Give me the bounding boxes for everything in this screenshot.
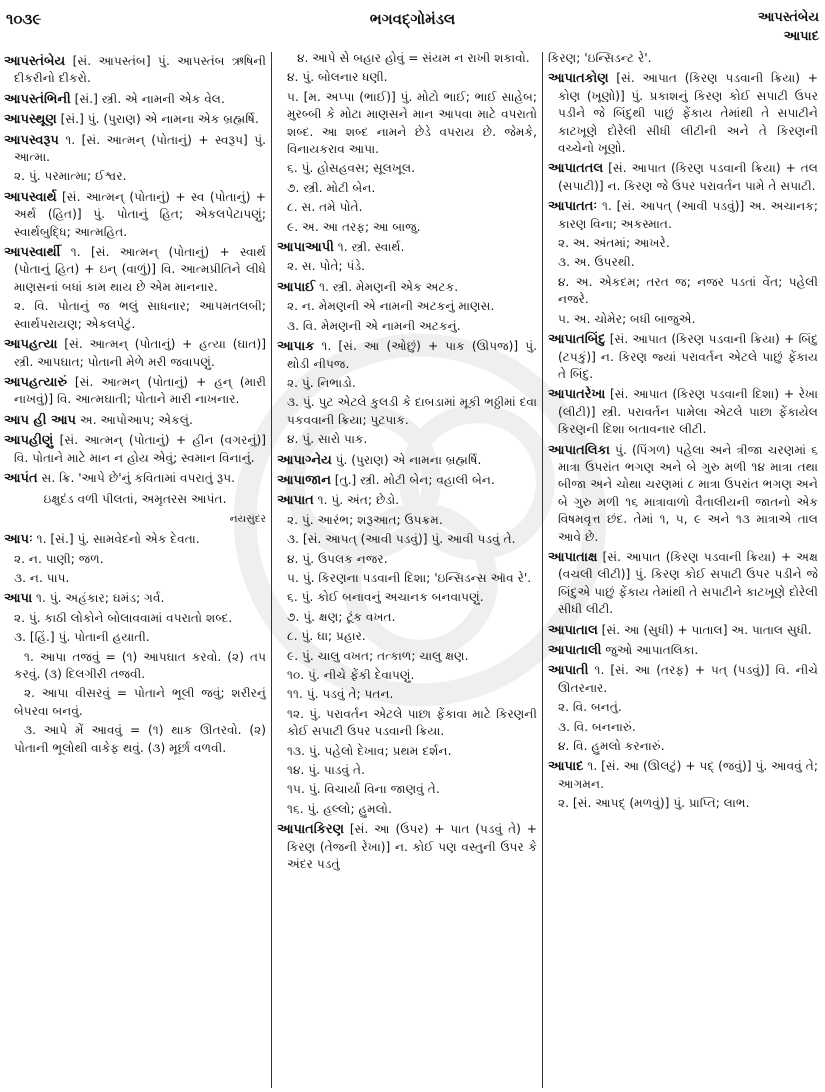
dictionary-entry (548, 70, 818, 157)
dictionary-entry (548, 442, 818, 546)
dictionary-entry (4, 132, 266, 167)
entry-text: પું. (પુરાણ) એ નામના બ્રહ્મર્ષિ. (331, 452, 482, 467)
entry-sense (277, 50, 537, 67)
dictionary-entry (548, 622, 818, 639)
headword: આપ હી આપ (4, 412, 76, 428)
entry-text: ૧૨. પું. પરાવર્તન એટલે પાછા ફેંકાવા માટે કિરણની કોઈ સપાટી ઉપર પડવાની ક્રિયા. (287, 706, 537, 739)
dictionary-entry (277, 821, 537, 873)
entry-text: ૩. [સં. આપત્ (આવી પડવું)] પું. આવી પડવું તે. (287, 532, 516, 547)
headword: આપાજાન (277, 472, 331, 488)
entry-text: ૪. અ. એકદમ; તરત જ; નજર પડતાં વેંત; પહેલી નજરે. (558, 274, 818, 307)
entry-text: ૧૬. પું. હલ્લો; હુમલો. (287, 801, 392, 816)
entry-text: ૧૦. પું. નીચે ફેંકી દેવાપણું. (287, 668, 415, 682)
entry-text: ૧. [સં. આપત્ (આવી પડવું)] અ. અચાનક; કારણ વિના; અકસ્માત. (558, 199, 818, 231)
entry-text: ૨. પું. આરંભ; શરૂઆત; ઉપક્રમ. (287, 512, 443, 527)
entry-text: ૪. આપે સે બહાર હોવું = સંયમ ન રાખી શકાવો. (297, 51, 530, 65)
entry-sense (548, 699, 818, 716)
headword: આપાતી (548, 663, 589, 679)
dictionary-entry (4, 91, 266, 108)
entry-text: [સં. આ (સુધી) + પાતાલ] અ. પાતાલ સુધી. (597, 622, 812, 637)
headword: આપાતતલ (548, 161, 604, 177)
entry-sense (277, 531, 537, 548)
entry-sense (4, 649, 266, 684)
entry-text: ૧૫. પું. વિચાર્યા વિના જાણવું તે. (287, 782, 440, 797)
entry-text: ૭. પું. ક્ષણ; ટૂંક વખત. (287, 609, 396, 624)
entry-text: ૬. પું. હોસહવસ; સૂલખૂલ. (287, 161, 416, 176)
quotation-attribution (4, 511, 266, 528)
headword: આપસ્વાર્થ (4, 189, 57, 205)
guide-word-first: આપસ્તંબેય (757, 10, 819, 25)
entry-sense (277, 394, 537, 429)
headword: આપસ્તંબેય (4, 54, 66, 69)
entry-sense (4, 551, 266, 568)
entry-text: ૨. સ. પોતે; પંડે. (287, 259, 366, 274)
dictionary-entry (548, 331, 818, 383)
entry-text: [સં. આપાત (કિરણ પડવાની ક્રિયા) + બિંદુ (ટપકું)] ન. કિરણ જ્યાં પરાવર્તન એટલે પાછું ફેંકાય તે બિંદુ. (558, 332, 818, 381)
entry-text: ૮. સ. તમે પોતે. (287, 200, 363, 215)
headword: આપાતબિંદુ (548, 332, 606, 348)
dictionary-entry (4, 53, 266, 88)
headword: આપઃ (4, 532, 33, 548)
entry-text: ઇક્ષુદંડ વળી પીલતાં, અમૃતરસ આપંત. (43, 492, 227, 507)
entry-sense (277, 219, 537, 236)
entry-text: ૧. આપા તજવું = (૧) આપઘાત કરવો. (૨) તપ કરવું. (૩) દિલગીરી તજવી. (14, 649, 266, 681)
headword: આપસ્તંભિની (4, 91, 71, 107)
entry-text: ૩. અ. ઉપરથી. (558, 255, 635, 270)
dictionary-entry (4, 374, 266, 409)
entry-text: ૧. [સં.] પું. સામવેદનો એક દેવતા. (32, 532, 200, 547)
entry-sense (277, 801, 537, 818)
entry-text: ૨. [સં. આપદ્ (મળવું)] પું. પ્રાપ્તિ; લાભ. (558, 796, 750, 811)
entry-text: ૧. [સં. આ (તરફ) + પત્ (પડવું)] વિ. નીચે ઊતરનાર. (558, 663, 818, 695)
entry-text: ૪. પું. સારો પાક. (287, 432, 368, 447)
entry-sense (548, 254, 818, 271)
dictionary-entry (548, 386, 818, 438)
headword: આપાતાલી (548, 643, 602, 658)
headword: આપસ્થૂણ (4, 112, 57, 128)
entry-text: ૨. પું. નિભાડો. (287, 375, 356, 390)
entry-sense (277, 609, 537, 626)
dictionary-entry (4, 189, 266, 241)
headword: આપસ્વાર્થી (4, 245, 61, 261)
entry-sense (4, 629, 266, 646)
entry-text: કિરણ; 'ઇન્સિડન્ટ રે'. (548, 51, 652, 65)
entry-text: [સં. આત્મન્ (પોતાનું) + હીન (વગરનું)] વિ. પોતાને માટે માન ન હોય એવું; સ્વમાન વિનાનું. (14, 433, 266, 465)
entry-sense (277, 160, 537, 177)
entry-sense (277, 628, 537, 645)
dictionary-entry (277, 279, 537, 296)
entry-sense (548, 235, 818, 252)
entry-text: ૫. અ. ચોમેર; બધી બાજુએ. (558, 311, 696, 326)
guide-word-last: આપાદ (783, 29, 819, 44)
entry-sense (277, 648, 537, 665)
column-middle (277, 50, 537, 1090)
dictionary-entry (548, 198, 818, 233)
dictionary-entry (4, 412, 266, 429)
entry-sense (277, 69, 537, 86)
entry-text: [સં.] પું. (પુરાણ) એ નામના એક બ્રહ્મર્ષિ. (56, 112, 259, 127)
entry-text: ૧. [સં. આત્મન્ (પોતાનું) + સ્વરૂપ] પું. આત્મા. (14, 132, 266, 165)
dictionary-entry (277, 492, 537, 509)
entry-text: ૩. [હિં.] પું. પોતાની હયાતી. (14, 630, 150, 645)
entry-text: ૨. આપા વીસરવું = પોતાને ભૂલી જવું; શરીરનું બેપરવા બનવું. (14, 686, 266, 718)
headword: આપાઆપી (277, 240, 334, 256)
column-divider (542, 52, 543, 1088)
entry-text: [સં. આત્મન્ (પોતાનું) + હત્યા (ઘાત)] સ્ત્રી. આપઘાત; પોતાની મેળે મરી જવાપણું. (14, 337, 266, 369)
column-right (548, 50, 818, 1090)
dictionary-entry (4, 336, 266, 371)
dictionary-entry (4, 432, 266, 467)
headword: આપાક (277, 339, 315, 355)
entry-text: ૨. ન. પાણી; જળ. (14, 551, 104, 566)
entry-sense (4, 685, 266, 720)
entry-sense (277, 180, 537, 197)
entry-text: ૩. વિ. બનનારું. (558, 719, 636, 734)
entry-text: ૨. વિ. પોતાનું જ ભલું સાધનાર; આપમતલબી; સ્વાર્થપરાયણ; એકલપેટું. (14, 299, 266, 331)
entry-text: નયસુંદર (229, 512, 266, 525)
headword: આપાતરેખા (548, 387, 606, 403)
entry-text: ૧. [સં. આ (ઓછું) + પાક (ઊપજ)] પું. થોડી નીપજ. (287, 339, 537, 371)
entry-text: અ. આપોઆપ; એકલું. (75, 412, 193, 427)
headword: આપા (4, 591, 33, 607)
dictionary-entry (548, 642, 818, 659)
headword: આપંત (4, 470, 38, 486)
entry-text: ૧. [સં. આત્મન્ (પોતાનું) + સ્વાર્થ (પોતાનું હિત) + ઇન્ (વાળું)] વિ. આત્મપ્રીતિને લીધે માણસનાં બધાં કામ થાય છે એમ માનનાર. (14, 245, 266, 294)
entry-text: ૩. આપે મેં આવવું = (૧) થાક ઊતરવો. (૨) પોતાની ભૂલોથી વાકેફ થવું. (૩) મૂર્છા વળવી. (14, 723, 266, 755)
entry-sense (548, 738, 818, 755)
entry-text: [તુ.] સ્ત્રી. મોટી બેન; વહાલી બેન. (330, 472, 495, 487)
page-number: ૧૦૩૯ (6, 10, 42, 28)
headword: આપહત્યા (4, 337, 58, 353)
entry-text: [સં.] સ્ત્રી. એ નામની એક વેલ. (70, 91, 225, 106)
entry-text: ૫. [મ. અપ્પા (ભાઈ)] પું. મોટો ભાઈ; ભાઈ સાહેબ; મુરબ્બી કે મોટા માણસને માન આપવા માટે વપરાતો શબ્દ. આ શબ્દ નામને છેડે વપરાય છે. જેમકે, વિનાયકરાવ આપા. (287, 89, 537, 157)
entry-sense (548, 795, 818, 812)
entry-text: ૯. પું. ચાલુ વખત; તત્કાળ; ચાલુ ક્ષણ. (287, 648, 469, 663)
entry-sense (277, 89, 537, 159)
entry-text: ૩. પું. પુટ એટલે કુલડી કે દાબડામાં મૂકી ભઠ્ઠીમાં દવા પકવવાની ક્રિયા; પુટપાક. (287, 395, 537, 427)
headword: આપાદ (548, 759, 584, 775)
entry-sense (4, 722, 266, 757)
entry-text: ૧૧. પું. પડવું તે; પતન. (287, 687, 394, 702)
entry-text: [સં. આપસ્તંબ] પું. આપસ્તંબ ઋષિની દીકરીનો દીકરો. (14, 54, 266, 86)
entry-sense (277, 706, 537, 741)
entry-text: ૧. [સં. આ (ઊલટું) + પદ્ (જવું)] પું. આવવું તે; આગમન. (558, 759, 818, 791)
entry-text: [સં. આપાત (કિરણ પડવાની ક્રિયા) + કોણ (ખૂણો)] પું. પ્રકાશનું કિરણ કોઈ સપાટી ઉપર પડીને જે બિંદુથી પાછું ફેંકાય તેમાંથી તે સપાટીને કાટખૂણે દોરેલી સીધી લીટીની અને તે કિરણની વચ્ચેનો ખૂણો. (558, 71, 818, 156)
entry-text: ૬. પું. કોઈ બનાવનું અચાનક બનવાપણું. (287, 590, 484, 605)
dictionary-columns (0, 50, 825, 1090)
headword: આપાત (277, 493, 314, 509)
entry-text: ૧. પું. અહંકાર; ઘમંડ; ગર્વ. (32, 591, 165, 606)
headword: આપસ્વરૂપ (4, 132, 59, 148)
entry-sense (277, 298, 537, 315)
entry-text: ૨. પું. પરમાત્મા; ઈશ્વર. (14, 169, 127, 184)
entry-sense (277, 570, 537, 587)
dictionary-entry (4, 111, 266, 128)
entry-text: ૩. ન. પાપ. (14, 570, 70, 585)
entry-sense (4, 570, 266, 587)
entry-sense (548, 719, 818, 736)
entry-text: [સં. આ (ઉપર) + પાત (પડવું તે) + કિરણ (તેજની રેખા)] ન. કોઈ પણ વસ્તુની ઉપર કે અંદર પડતું (287, 822, 537, 872)
entry-text: [સં. આત્મન્ (પોતાનું) + હન્ (મારી નાખવું)] વિ. આત્મઘાતી; પોતાને મારી નાખનાર. (14, 374, 266, 407)
headword: આપાતકિરણ (277, 822, 344, 838)
entry-sense (277, 318, 537, 335)
entry-text: ૨. પું. કાઠી લોકોને બોલાવવામાં વપરાતો શબ્દ. (14, 610, 233, 625)
entry-text: ૨. અ. અંતમાં; આખરે. (558, 236, 670, 251)
book-title: ભગવદ્ગોમંડલ (369, 10, 456, 28)
dictionary-entry (548, 662, 818, 697)
entry-text: ૨. ન. મેમણની એ નામની અટકનું માણસ. (287, 299, 495, 314)
dictionary-entry (4, 531, 266, 548)
entry-sense (277, 375, 537, 392)
dictionary-entry (4, 244, 266, 296)
entry-text: પું. (પિંગળ) પહેલા અને ત્રીજા ચરણમાં ૬ માત્રા ઉપરાંત ભગણ અને બે ગુરુ મળી ૧૪ માત્રા તથા બીજા અને ચોથા ચરણમાં ૮ માત્રા ઉપરાંત ભગણ અને બે ગુરુ મળી ૧૬ માત્રાવાળો વૈતાલીયની જાતનો એક વિષમવૃત્ત છંદ. તેમાં ૧, ૫, ૯ અને ૧૩ માત્રાએ તાલ આવે છે. (558, 442, 818, 544)
entry-text: ૪. વિ. હુમલો કરનારું. (558, 739, 665, 754)
entry-sense (277, 686, 537, 703)
entry-sense (4, 610, 266, 627)
dictionary-entry (548, 549, 818, 619)
headword: આપાતતઃ (548, 199, 598, 215)
entry-text: ૧. પું. અંત; છેડો. (313, 493, 399, 508)
entry-text: [સં. આપાત (કિરણ પડવાની ક્રિયા) + અક્ષ (વચલી લીટી)] પું. કિરણ કોઈ સપાટી ઉપર પડીને જે બિંદુએ પાછું ફેંકાય તેમાંથી તે સપાટીને કાટખૂણે દોરેલી સીધી લીટી. (558, 549, 818, 617)
entry-text: ૧. સ્ત્રી. સ્વાર્થ. (333, 240, 405, 255)
entry-text: જુઓ આપાતલિકા. (601, 643, 699, 657)
entry-sense (277, 551, 537, 568)
entry-sense (548, 274, 818, 309)
column-divider (271, 52, 272, 1088)
dictionary-entry (277, 472, 537, 489)
entry-text: સ. ક્રિ. 'આપે છે'નું કવિતામાં વપરાતું રૂપ. (37, 470, 236, 485)
dictionary-entry (4, 470, 266, 487)
entry-text: ૫. પું. કિરણના પડવાની દિશા; 'ઇન્સિડન્સ ઑવ રે'. (287, 570, 532, 585)
entry-text: ૩. વિ. મેમણની એ નામની અટકનું. (287, 318, 461, 333)
entry-text: ૯. અ. આ તરફ; આ બાજુ. (287, 219, 421, 234)
quotation (4, 491, 266, 508)
headword: આપાતાક્ષ (548, 549, 598, 565)
guide-words (758, 8, 819, 46)
dictionary-entry (277, 239, 537, 256)
entry-text: ૧૩. પું. પહેલો દેખાવ; પ્રથમ દર્શન. (287, 743, 452, 758)
entry-sense (277, 589, 537, 606)
entry-text: ૭. સ્ત્રી. મોટી બેન. (287, 180, 376, 195)
entry-sense (4, 298, 266, 333)
headword: આપાઈ (277, 279, 316, 295)
entry-text: ૧૪. પું. પાડવું તે. (287, 763, 365, 778)
entry-sense (277, 762, 537, 779)
dictionary-entry (548, 758, 818, 793)
page-header (0, 8, 825, 48)
entry-sense (277, 781, 537, 798)
entry-sense (277, 512, 537, 529)
headword: આપાતાલ (548, 622, 598, 638)
headword: આપહીણું (4, 433, 54, 449)
dictionary-entry (277, 452, 537, 469)
entry-sense (277, 743, 537, 760)
entry-sense (277, 199, 537, 216)
headword: આપહત્યારું (4, 374, 68, 390)
entry-sense (277, 667, 537, 684)
dictionary-entry (548, 160, 818, 195)
entry-text: ૪. પું. બોલનાર ધણી. (287, 70, 388, 85)
dictionary-entry (277, 338, 537, 373)
entry-sense (277, 431, 537, 448)
entry-text: [સં. આત્મન્ (પોતાનું) + સ્વ (પોતાનું) + અર્થ (હિત)] પું. પોતાનું હિત; એકલપેટાપણું; સ્વાર્થબુદ્ધિ; આત્મહિત. (14, 189, 266, 239)
entry-sense (548, 311, 818, 328)
entry-text: ૧. સ્ત્રી. મેમણની એક અટક. (315, 279, 459, 294)
entry-text: ૪. પું. ઉપલક નજર. (287, 551, 388, 566)
entry-sense (277, 258, 537, 275)
headword: આપાગ્નેય (277, 452, 332, 468)
headword: આપાતલિકા (548, 442, 610, 458)
entry-text: [સં. આપાત (કિરણ પડવાની ક્રિયા) + તલ (સપાટી)] ન. કિરણ જે ઉપર પરાવર્તન પામે તે સપાટી. (558, 161, 818, 193)
column-left (4, 50, 266, 1090)
entry-text: [સં. આપાત (કિરણ પડવાની દિશા) + રેખા (લીટી)] સ્ત્રી. પરાવર્તન પામેલા એટલે પાછા ફેંકાયેલ કિરણની દિશા બતાવનાર લીટી. (558, 387, 818, 437)
entry-text: ૮. પું. ઘા; પ્રહાર. (287, 629, 366, 644)
entry-sense (4, 168, 266, 185)
entry-sense (548, 50, 818, 67)
headword: આપાતકોણ (548, 71, 609, 87)
entry-text: ૨. વિ. બનતું. (558, 700, 622, 715)
dictionary-entry (4, 590, 266, 607)
